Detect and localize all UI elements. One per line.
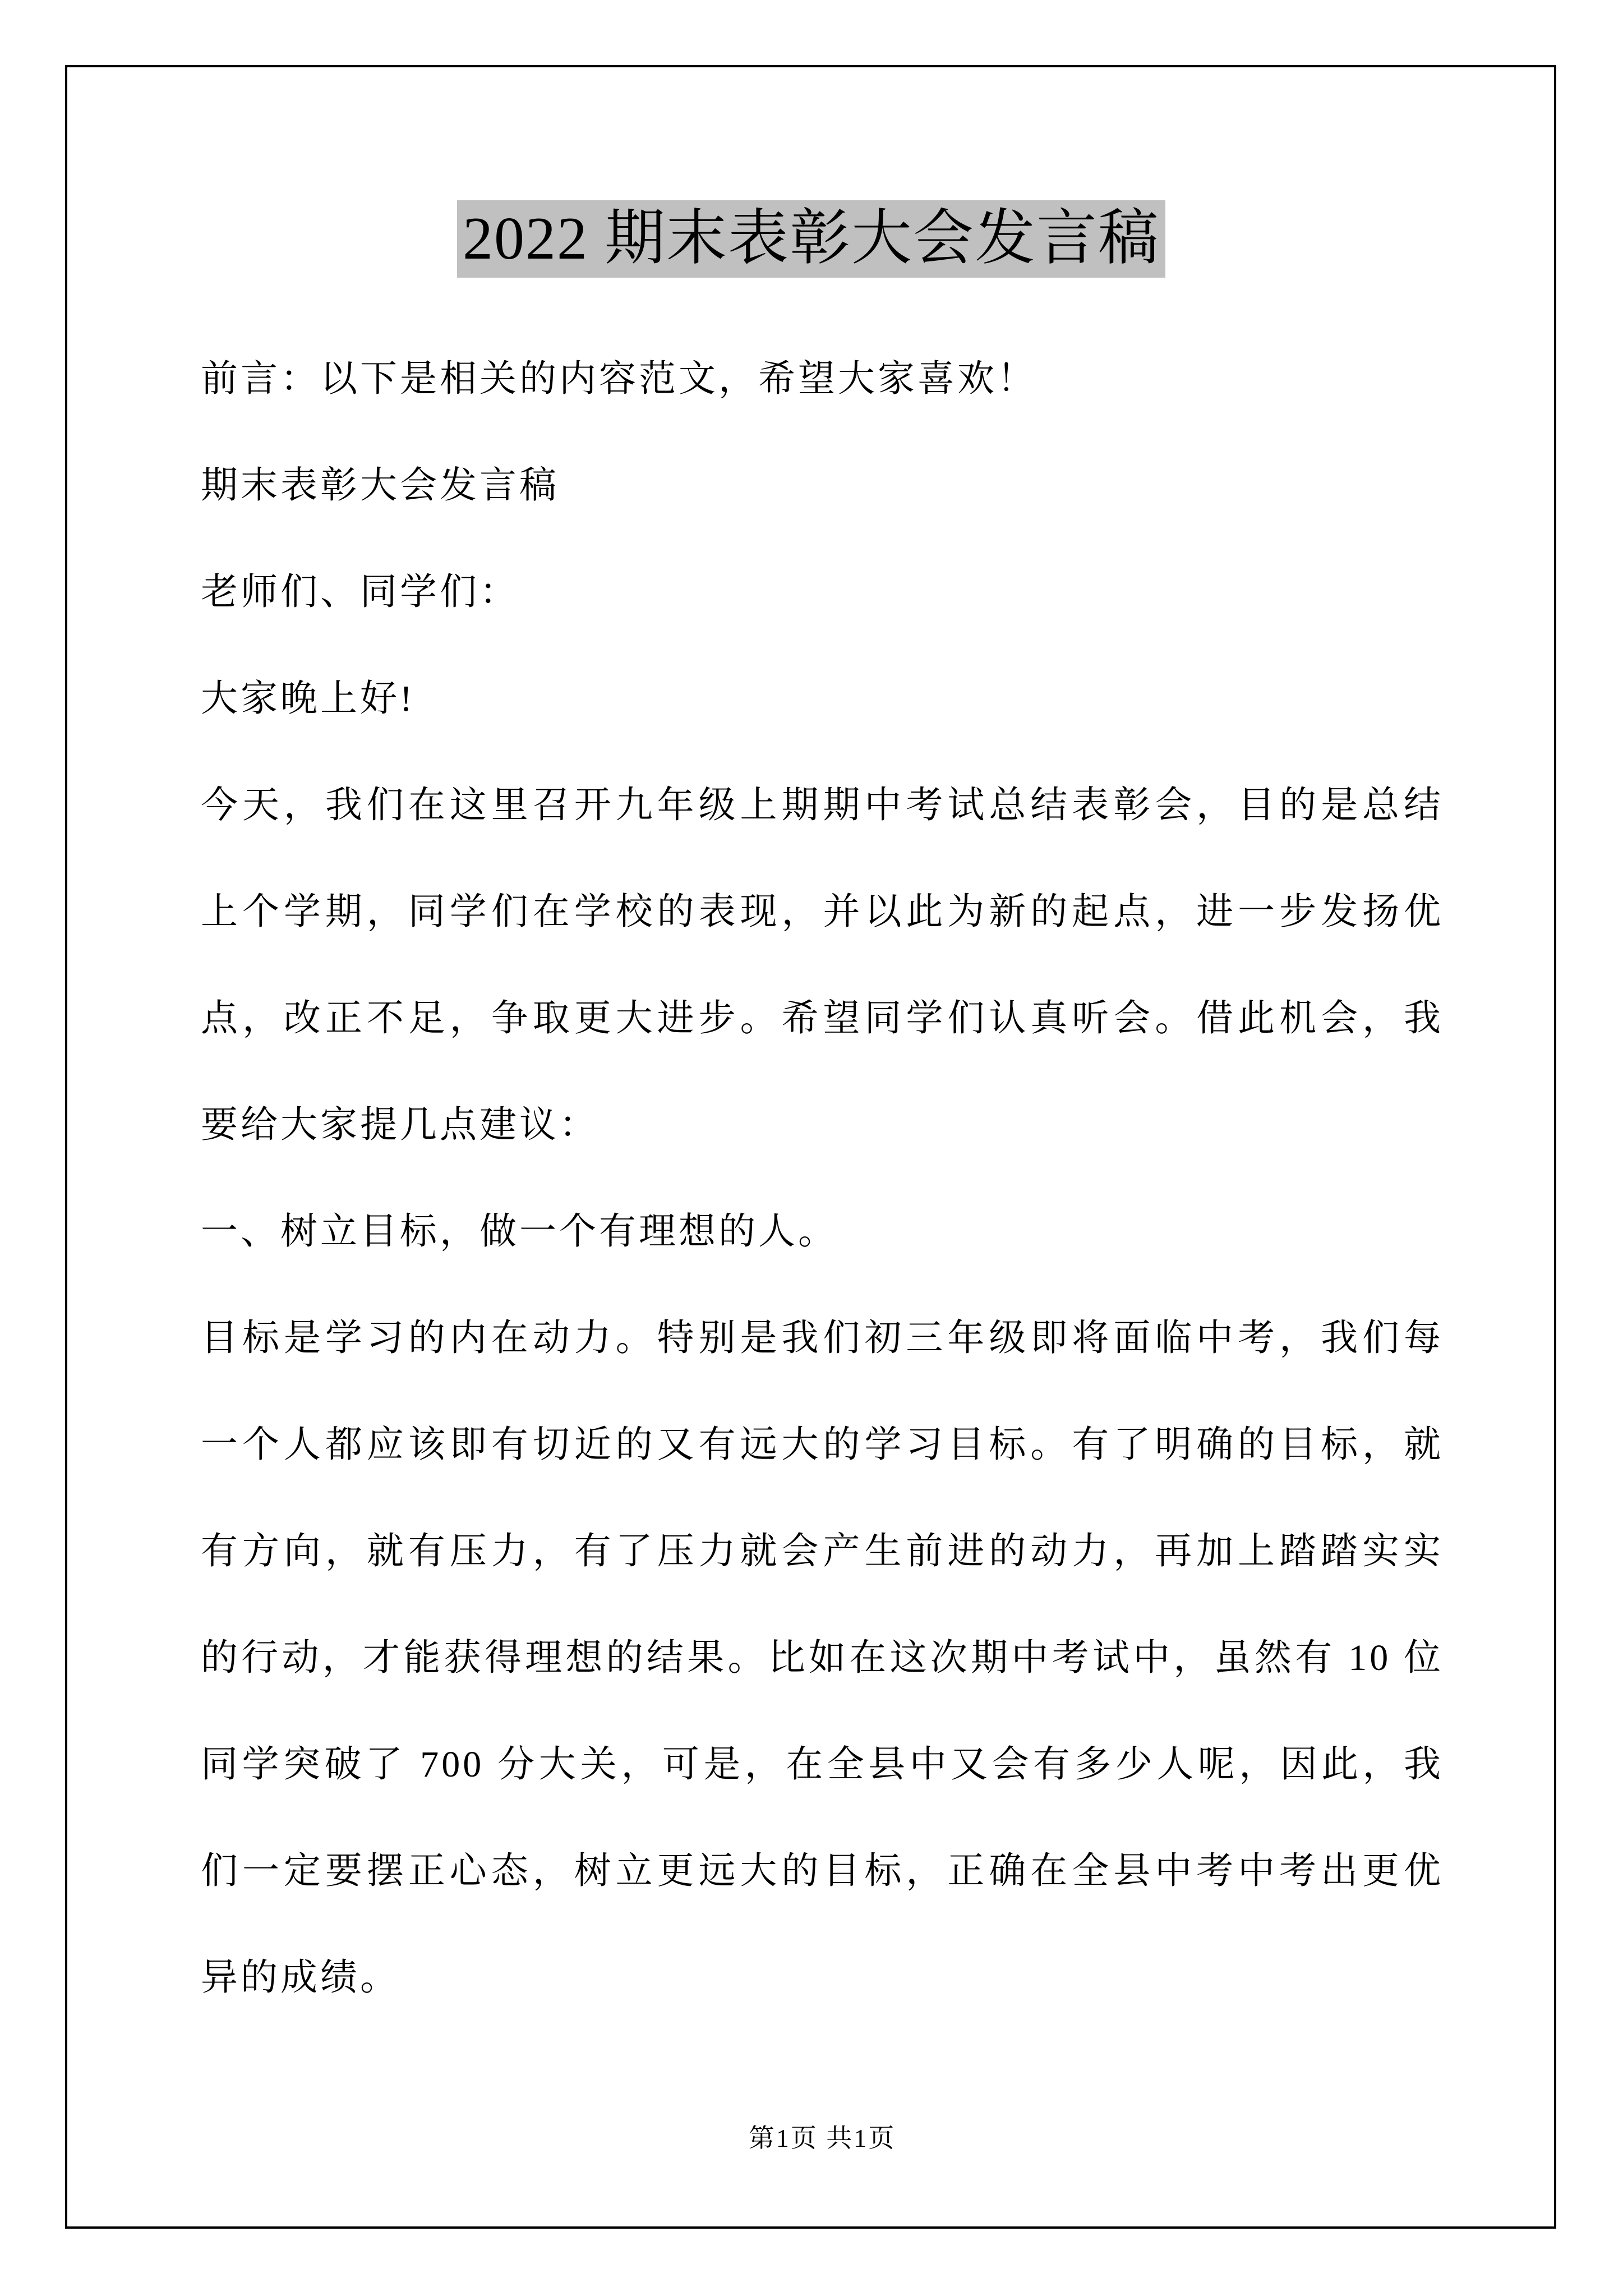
- page-number-label: 第1页 共1页: [748, 2124, 896, 2152]
- page-footer: [201, 2122, 1444, 2155]
- text-line: 们一定要摆正心态，树立更远大的目标，正确在全县中考中考出更优: [201, 1851, 1444, 1892]
- text-line: 一个人都应该即有切近的又有远大的学习目标。有了明确的目标，就: [201, 1424, 1444, 1465]
- text-line: 老师们、同学们：: [201, 572, 519, 613]
- text-line: 目标是学习的内在动力。特别是我们初三年级即将面临中考，我们每: [201, 1318, 1444, 1359]
- text-line: 一、树立目标，做一个有理想的人。: [201, 1211, 838, 1252]
- text-line: 前言：以下是相关的内容范文，希望大家喜欢！: [201, 358, 1037, 399]
- text-line: 要给大家提几点建议：: [201, 1105, 599, 1145]
- text-line: 期末表彰大会发言稿: [201, 465, 559, 506]
- text-line: 上个学期，同学们在学校的表现，并以此为新的起点，进一步发扬优: [201, 891, 1444, 932]
- text-line: 同学突破了 700 分大关，可是，在全县中又会有多少人呢，因此，我: [201, 1744, 1444, 1785]
- text-line: 异的成绩。: [201, 1957, 400, 1998]
- document-title-row: [66, 200, 1556, 278]
- document-body: [201, 326, 1444, 2031]
- text-line: 今天，我们在这里召开九年级上期期中考试总结表彰会，目的是总结: [201, 785, 1444, 826]
- text-line: 点，改正不足，争取更大进步。希望同学们认真听会。借此机会，我: [201, 998, 1444, 1039]
- document-title: 2022 期末表彰大会发言稿: [457, 200, 1165, 278]
- text-line: 的行动，才能获得理想的结果。比如在这次期中考试中，虽然有 10 位: [201, 1637, 1444, 1678]
- text-line: 大家晚上好!: [201, 678, 415, 719]
- text-line: 有方向，就有压力，有了压力就会产生前进的动力，再加上踏踏实实: [201, 1531, 1444, 1572]
